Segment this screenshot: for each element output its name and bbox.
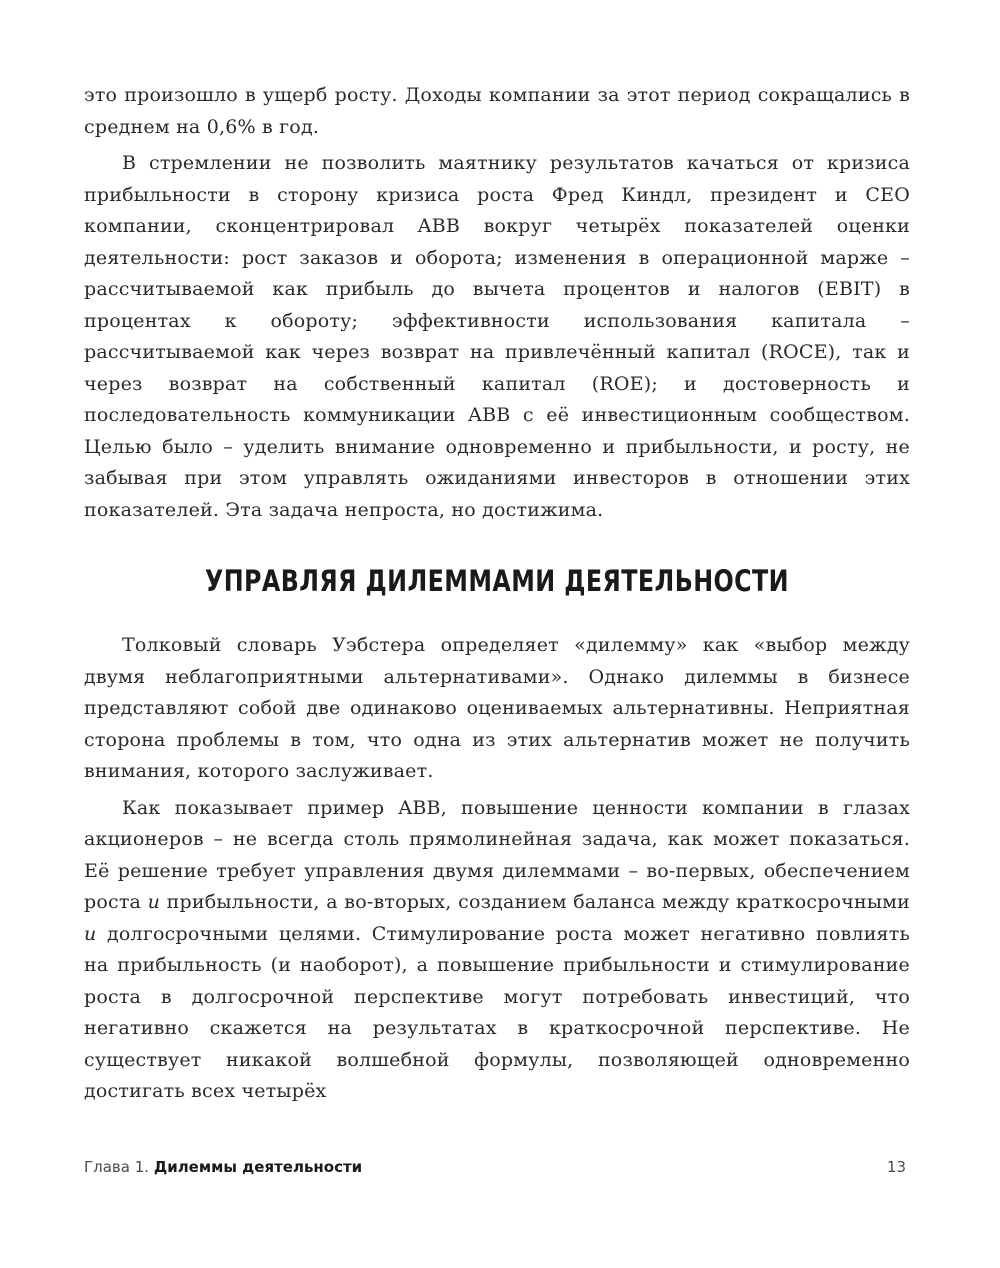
paragraph-2: В стремлении не позволить маятнику результатов качаться от кризиса прибыльности в сторону кризиса роста Фред Киндл, президент и CEO компании, сконцентрировал ABB вокруг четырёх показателей оценки деятельности: рост заказов и оборота; изменения в операционной марже – рассчитываемой как прибыль до вычета процентов и налогов (EBIT) в процентах к обороту; эффективности использования капитала – рассчитываемой как через возврат на привлечённый капитал (ROCE), так и через возврат на собственный капитал (ROE); и достоверность и последовательность коммуникации ABB с её инвестиционным сообществом. Целью было – уделить внимание одновременно и прибыльности, и росту, не забывая при этом управлять ожиданиями инвесторов в отношении этих показателей. Эта задача непроста, но достижима.: [84, 152, 910, 521]
paragraph-1: это произошло в ущерб росту. Доходы компании за этот период сокращались в среднем на 0,6% в год.: [84, 84, 910, 138]
page-body: [84, 80, 910, 1108]
section-heading: УПРАВЛЯЯ ДИЛЕММАМИ ДЕЯТЕЛЬНОСТИ: [205, 564, 789, 598]
page-number: 13: [886, 1158, 906, 1176]
paragraph-4-part-3: долгосрочными целями. Стимулирование роста может негативно повлиять на прибыльность (и наоборот), а повышение прибыльности и стимулирование роста в долгосрочной перспективе могут потребовать инвестиций, что негативно скажется на результатах в краткосрочной перспективе. Не существует никакой волшебной формулы, позволяющей одновременно достигать всех четырёх: [84, 922, 910, 1102]
paragraph-3: Толковый словарь Уэбстера определяет «дилемму» как «выбор между двумя неблагоприятными альтернативами». Однако дилеммы в бизнесе представляют собой две одинаково оцениваемых альтернативны. Неприятная сторона проблемы в том, что одна из этих альтернатив может не получить внимания, которого заслуживает.: [84, 634, 910, 782]
paragraph-4-emphasis-1: и: [147, 891, 161, 913]
chapter-prefix: Глава 1.: [84, 1158, 150, 1176]
running-footer-chapter: [84, 1158, 362, 1176]
chapter-title: Дилеммы деятельности: [153, 1158, 363, 1176]
paragraph-4: [84, 793, 910, 1108]
paragraph-4-part-1: Как показывает пример ABB, повышение ценности компании в глазах акционеров – не всегда столь прямолинейная задача, как может показаться. Её решение требует управления двумя дилеммами – во-первых, обеспечением роста: [84, 796, 910, 913]
paragraph-4-part-2: прибыльности, а во-вторых, созданием баланса между краткосрочными: [160, 891, 910, 913]
paragraph-4-emphasis-2: и: [84, 922, 97, 945]
